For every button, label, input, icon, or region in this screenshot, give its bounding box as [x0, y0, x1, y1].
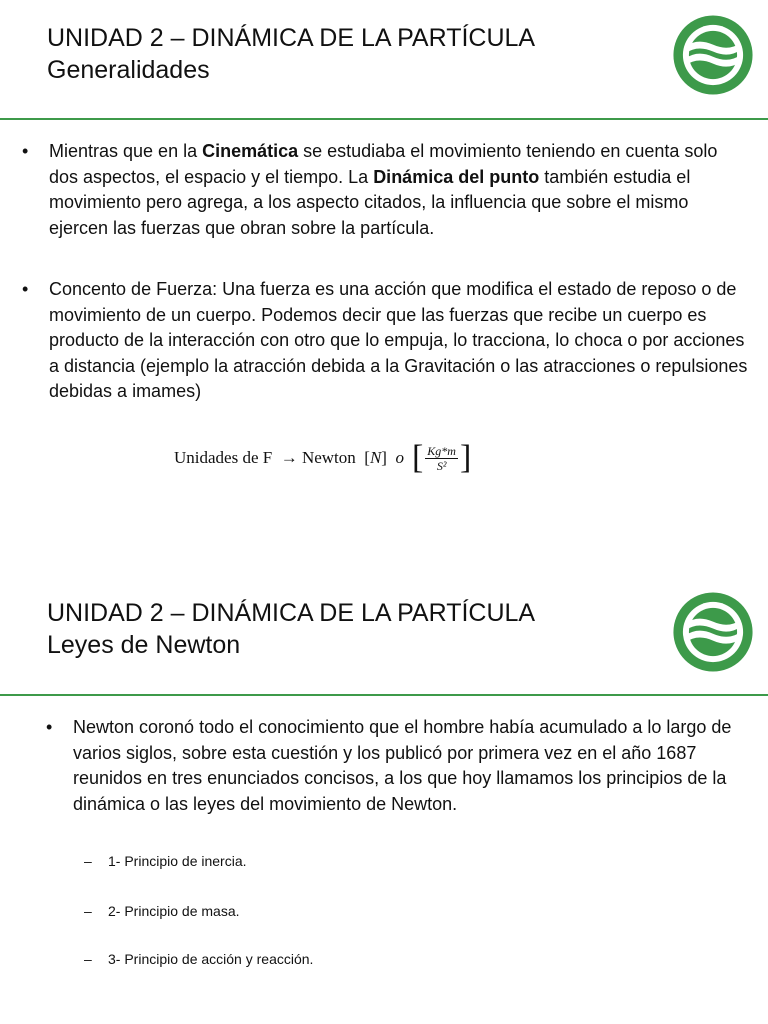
- bullet-dot: •: [22, 141, 29, 161]
- bullet-list: [46, 715, 748, 817]
- sub-item-inercia: – 1- Principio de inercia.: [84, 853, 247, 869]
- bullet-dot: •: [46, 717, 53, 737]
- bullet-list: [22, 277, 748, 405]
- dash-marker: –: [84, 951, 92, 967]
- bullet-fuerza: • Concento de Fuerza: Una fuerza es una acción que modifica el estado de reposo o de movimiento de un cuerpo. Podemos decir que las fuerzas que recibe un cuerpo es producto de la interacción con otro que lo empuja, lo tracciona, lo choca o por acciones a distancia (ejemplo la atracción debida a la Gravitación o las atracciones o repulsiones debidas a imames): [22, 279, 748, 401]
- slide-title: [47, 22, 535, 86]
- unit-fraction: $\frac{Kg*m}{\text{S²}}$: [427, 443, 456, 473]
- slide-leyes-newton: [0, 575, 768, 1024]
- title-line-1: UNIDAD 2 – DINÁMICA DE LA PARTÍCULA: [47, 599, 536, 627]
- sub-item-masa: – 2- Principio de masa.: [84, 903, 240, 919]
- title-divider: [0, 694, 768, 696]
- dash-marker: –: [84, 853, 92, 869]
- title-divider: [0, 118, 768, 120]
- title-line-2: Generalidades: [47, 56, 210, 84]
- force-units-formula: Unidades de F → Newton [ N ] o [ $\frac{Kg*m}{\text{S²}}$ ]: [174, 439, 472, 476]
- university-logo-icon: [670, 12, 756, 98]
- bold-dinamica: Dinámica del punto: [373, 166, 540, 187]
- title-line-2: Leyes de Newton: [47, 631, 241, 659]
- bullet-newton: • Newton coronó todo el conocimiento que el hombre había acumulado a lo largo de varios siglos, sobre esta cuestión y los publicó por primera vez en el año 1687 reunidos en tres enunciados concisos, a los que hoy llamamos los principios de la dinámica o las leyes del movimiento de Newton.: [46, 717, 732, 814]
- title-line-1: UNIDAD 2 – DINÁMICA DE LA PARTÍCULA: [47, 24, 536, 52]
- dash-marker: –: [84, 903, 92, 919]
- bold-cinematica: Cinemática: [202, 141, 299, 161]
- bullet-list: [22, 139, 748, 241]
- sub-item-accion-reaccion: – 3- Principio de acción y reacción.: [84, 951, 314, 967]
- slide-title: [47, 597, 535, 661]
- bullet-dot: •: [22, 279, 29, 299]
- bullet-cinematica: • Mientras que en la Cinemática se estudiaba el movimiento teniendo en cuenta solo dos aspectos, el espacio y el tiempo. La Dinámica del punto también estudia el movimiento pero agrega, a los aspecto citados, la influencia que sobre el mismo ejercen las fuerzas que obran sobre la partícula.: [22, 141, 718, 238]
- university-logo-icon: [670, 589, 756, 675]
